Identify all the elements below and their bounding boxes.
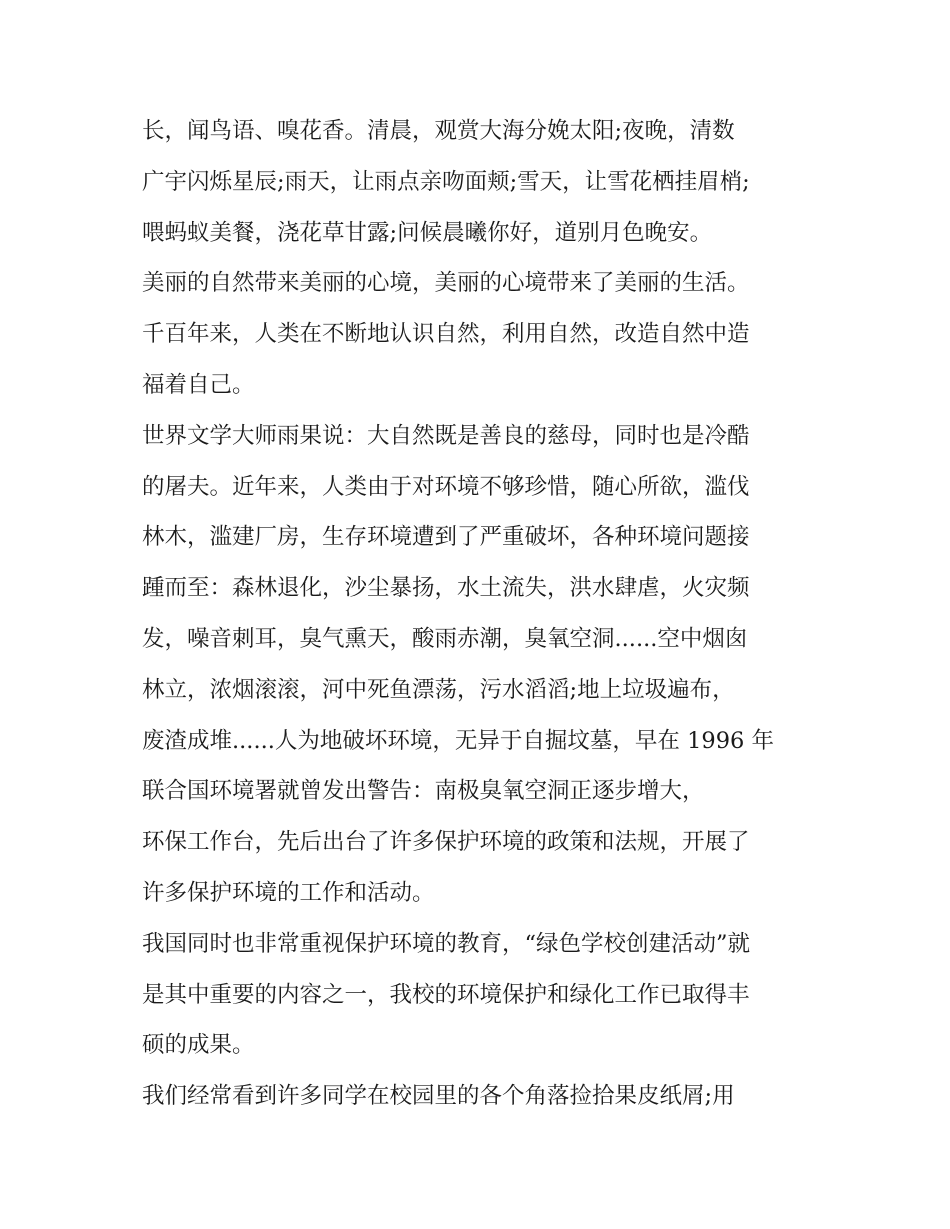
- text-line: 我国同时也非常重视保护环境的教育，“绿色学校创建活动”就: [142, 930, 751, 957]
- text-line: 踵而至：森林退化，沙尘暴扬，水土流失，洪水肆虐，火灾频: [142, 575, 750, 602]
- text-line: 许多保护环境的工作和活动。: [142, 879, 435, 906]
- text-line: 林木，滥建厂房，生存环境遭到了严重破坏，各种环境问题接: [142, 524, 750, 551]
- text-line: 废渣成堆......人为地破坏环境，无异于自掘坟墓，早在 1996 年: [142, 727, 774, 754]
- text-line: 我们经常看到许多同学在校园里的各个角落捡拾果皮纸屑;用: [142, 1083, 735, 1110]
- text-line: 千百年来，人类在不断地认识自然，利用自然，改造自然中造: [142, 321, 750, 348]
- text-line: 林立，浓烟滚滚，河中死鱼漂荡，污水滔滔;地上垃圾遍布，: [142, 676, 735, 703]
- text-line: 广宇闪烁星辰;雨天，让雨点亲吻面颊;雪天，让雪花栖挂眉梢;: [142, 168, 750, 195]
- text-line: 长，闻鸟语、嗅花香。清晨，观赏大海分娩太阳;夜晚，清数: [142, 118, 735, 144]
- body-text: [142, 111, 842, 1127]
- text-line: 是其中重要的内容之一，我校的环境保护和绿化工作已取得丰: [142, 981, 750, 1008]
- text-line: 联合国环境署就曾发出警告：南极臭氧空洞正逐步增大，: [142, 778, 705, 805]
- text-line: 硕的成果。: [142, 1032, 255, 1059]
- text-line: 喂蚂蚁美餐，浇花草甘露;问候晨曦你好，道别月色晚安。: [142, 219, 713, 246]
- text-line: 福着自己。: [142, 371, 255, 398]
- text-line: 美丽的自然带来美丽的心境，美丽的心境带来了美丽的生活。: [142, 270, 750, 297]
- text-line: 环保工作台，先后出台了许多保护环境的政策和法规，开展了: [142, 829, 750, 856]
- text-line: 世界文学大师雨果说：大自然既是善良的慈母，同时也是冷酷: [142, 422, 750, 449]
- text-line: 的屠夫。近年来，人类由于对环境不够珍惜，随心所欲，滥伐: [142, 473, 750, 500]
- text-line: 发，噪音刺耳，臭气熏天，酸雨赤潮，臭氧空洞......空中烟囱: [142, 625, 748, 652]
